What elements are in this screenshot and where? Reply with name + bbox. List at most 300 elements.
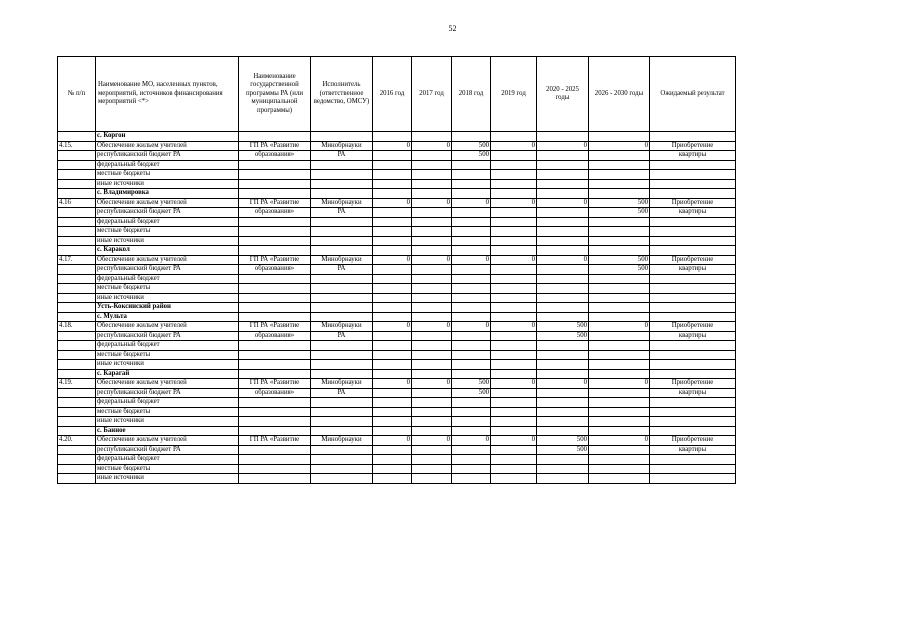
value-cell xyxy=(373,407,412,417)
value-cell xyxy=(412,274,452,284)
row-num-cell xyxy=(58,303,96,313)
funding-source-name: местные бюджеты xyxy=(96,170,239,180)
value-cell xyxy=(491,341,537,351)
value-cell xyxy=(537,407,589,417)
value-cell xyxy=(373,151,412,161)
result-cell xyxy=(650,455,736,465)
value-cell xyxy=(373,236,412,246)
funding-source-row xyxy=(58,341,736,351)
row-num-cell xyxy=(58,369,96,379)
program-cell xyxy=(239,350,311,360)
value-cell xyxy=(589,217,650,227)
program-cell xyxy=(239,445,311,455)
row-num-cell: 4.18. xyxy=(58,322,96,332)
value-cell xyxy=(537,265,589,275)
col-2016-header: 2016 год xyxy=(373,57,412,132)
value-cell xyxy=(373,474,412,484)
value-cell xyxy=(589,388,650,398)
funding-source-name: местные бюджеты xyxy=(96,284,239,294)
value-cell xyxy=(412,445,452,455)
funding-source-row xyxy=(58,350,736,360)
value-cell xyxy=(373,369,412,379)
table-body xyxy=(58,132,736,484)
value-cell xyxy=(452,236,491,246)
program-cell: ГП РА «Развитие xyxy=(239,141,311,151)
executor-cell xyxy=(311,398,373,408)
program-cell xyxy=(239,236,311,246)
value-cell xyxy=(452,417,491,427)
page-number: 52 xyxy=(448,24,457,33)
value-cell xyxy=(589,293,650,303)
funding-source-name: республиканский бюджет РА xyxy=(96,331,239,341)
section-label: с. Мульта xyxy=(96,312,239,322)
value-cell xyxy=(537,227,589,237)
funding-source-row xyxy=(58,151,736,161)
funding-source-name: иные источники xyxy=(96,179,239,189)
executor-cell xyxy=(311,170,373,180)
value-cell xyxy=(537,388,589,398)
value-cell: 0 xyxy=(412,379,452,389)
value-cell xyxy=(589,303,650,313)
value-cell xyxy=(537,474,589,484)
value-cell: 500 xyxy=(589,208,650,218)
executor-cell: РА xyxy=(311,151,373,161)
value-cell: 0 xyxy=(491,379,537,389)
funding-source-name: республиканский бюджет РА xyxy=(96,388,239,398)
value-cell xyxy=(412,398,452,408)
executor-cell xyxy=(311,227,373,237)
section-row xyxy=(58,369,736,379)
value-cell xyxy=(373,455,412,465)
value-cell xyxy=(491,417,537,427)
value-cell xyxy=(537,284,589,294)
measure-row xyxy=(58,141,736,151)
value-cell xyxy=(373,227,412,237)
value-cell xyxy=(373,293,412,303)
program-cell xyxy=(239,455,311,465)
value-cell xyxy=(452,360,491,370)
result-cell xyxy=(650,170,736,180)
value-cell xyxy=(537,360,589,370)
executor-cell: Минобрнауки xyxy=(311,141,373,151)
value-cell xyxy=(452,398,491,408)
value-cell: 0 xyxy=(589,322,650,332)
program-cell xyxy=(239,303,311,313)
value-cell xyxy=(373,265,412,275)
program-cell: образования» xyxy=(239,265,311,275)
result-cell xyxy=(650,426,736,436)
row-num-cell xyxy=(58,274,96,284)
value-cell: 0 xyxy=(373,436,412,446)
value-cell xyxy=(452,189,491,199)
value-cell xyxy=(452,227,491,237)
value-cell xyxy=(537,464,589,474)
value-cell xyxy=(589,455,650,465)
measure-row xyxy=(58,322,736,332)
value-cell xyxy=(412,293,452,303)
program-cell xyxy=(239,246,311,256)
value-cell xyxy=(373,208,412,218)
program-cell xyxy=(239,341,311,351)
program-cell xyxy=(239,170,311,180)
measure-name: Обеспечение жильем учителей xyxy=(96,141,239,151)
result-cell xyxy=(650,360,736,370)
col-executor-header: Исполнитель (ответственное ведомство, ОМСУ) xyxy=(311,57,373,132)
value-cell xyxy=(537,132,589,142)
row-num-cell xyxy=(58,455,96,465)
value-cell: 500 xyxy=(452,141,491,151)
result-cell: квартиры xyxy=(650,445,736,455)
funding-source-name: местные бюджеты xyxy=(96,464,239,474)
funding-source-row xyxy=(58,407,736,417)
value-cell xyxy=(537,208,589,218)
value-cell xyxy=(491,407,537,417)
funding-source-name: федеральный бюджет xyxy=(96,217,239,227)
result-cell xyxy=(650,303,736,313)
value-cell xyxy=(412,455,452,465)
value-cell xyxy=(589,474,650,484)
value-cell: 0 xyxy=(412,436,452,446)
value-cell xyxy=(452,312,491,322)
executor-cell xyxy=(311,464,373,474)
value-cell: 0 xyxy=(491,255,537,265)
executor-cell: Минобрнауки xyxy=(311,255,373,265)
value-cell: 0 xyxy=(412,198,452,208)
value-cell xyxy=(537,455,589,465)
value-cell xyxy=(452,331,491,341)
result-cell xyxy=(650,284,736,294)
value-cell xyxy=(491,151,537,161)
value-cell xyxy=(589,160,650,170)
section-row xyxy=(58,312,736,322)
value-cell xyxy=(491,132,537,142)
result-cell xyxy=(650,417,736,427)
row-num-cell xyxy=(58,246,96,256)
value-cell xyxy=(373,417,412,427)
funding-source-row xyxy=(58,417,736,427)
value-cell xyxy=(452,303,491,313)
value-cell xyxy=(452,132,491,142)
row-num-cell xyxy=(58,217,96,227)
value-cell xyxy=(537,312,589,322)
executor-cell xyxy=(311,455,373,465)
value-cell xyxy=(537,246,589,256)
program-cell: ГП РА «Развитие xyxy=(239,255,311,265)
value-cell xyxy=(589,426,650,436)
funding-source-row xyxy=(58,464,736,474)
value-cell xyxy=(491,426,537,436)
executor-cell: Минобрнауки xyxy=(311,379,373,389)
value-cell: 500 xyxy=(537,436,589,446)
row-num-cell xyxy=(58,426,96,436)
result-cell xyxy=(650,132,736,142)
result-cell xyxy=(650,474,736,484)
value-cell xyxy=(412,160,452,170)
value-cell xyxy=(452,160,491,170)
row-num-cell xyxy=(58,151,96,161)
value-cell xyxy=(589,369,650,379)
row-num-cell xyxy=(58,236,96,246)
value-cell xyxy=(373,350,412,360)
value-cell xyxy=(412,426,452,436)
value-cell: 0 xyxy=(452,322,491,332)
funding-source-name: иные источники xyxy=(96,360,239,370)
program-cell xyxy=(239,360,311,370)
value-cell: 0 xyxy=(537,198,589,208)
section-row xyxy=(58,189,736,199)
value-cell xyxy=(452,455,491,465)
measure-row xyxy=(58,379,736,389)
result-cell xyxy=(650,227,736,237)
value-cell: 500 xyxy=(452,151,491,161)
executor-cell xyxy=(311,246,373,256)
executor-cell xyxy=(311,179,373,189)
executor-cell: РА xyxy=(311,265,373,275)
value-cell: 0 xyxy=(412,255,452,265)
row-num-cell xyxy=(58,388,96,398)
result-cell xyxy=(650,312,736,322)
value-cell xyxy=(452,407,491,417)
value-cell xyxy=(412,388,452,398)
program-cell xyxy=(239,464,311,474)
value-cell: 500 xyxy=(589,255,650,265)
value-cell xyxy=(589,407,650,417)
value-cell: 0 xyxy=(491,322,537,332)
col-2017-header: 2017 год xyxy=(412,57,452,132)
value-cell xyxy=(412,170,452,180)
value-cell xyxy=(452,474,491,484)
value-cell xyxy=(589,341,650,351)
value-cell xyxy=(491,284,537,294)
value-cell xyxy=(589,151,650,161)
program-cell: ГП РА «Развитие xyxy=(239,198,311,208)
funding-source-row xyxy=(58,388,736,398)
row-num-cell xyxy=(58,445,96,455)
row-num-cell xyxy=(58,341,96,351)
result-cell: Приобретение xyxy=(650,436,736,446)
funding-source-row xyxy=(58,474,736,484)
funding-source-row xyxy=(58,293,736,303)
program-cell xyxy=(239,284,311,294)
value-cell xyxy=(537,398,589,408)
value-cell xyxy=(491,445,537,455)
funding-source-name: федеральный бюджет xyxy=(96,341,239,351)
table-header xyxy=(58,57,736,132)
value-cell xyxy=(373,445,412,455)
result-cell: квартиры xyxy=(650,331,736,341)
value-cell xyxy=(589,236,650,246)
result-cell xyxy=(650,350,736,360)
executor-cell xyxy=(311,303,373,313)
value-cell xyxy=(412,350,452,360)
value-cell xyxy=(589,331,650,341)
value-cell xyxy=(412,369,452,379)
value-cell xyxy=(412,246,452,256)
value-cell xyxy=(412,312,452,322)
value-cell xyxy=(491,350,537,360)
executor-cell xyxy=(311,407,373,417)
value-cell xyxy=(373,217,412,227)
funding-source-name: иные источники xyxy=(96,236,239,246)
program-cell: образования» xyxy=(239,208,311,218)
value-cell: 0 xyxy=(491,141,537,151)
value-cell xyxy=(452,464,491,474)
value-cell xyxy=(537,189,589,199)
value-cell: 0 xyxy=(589,436,650,446)
value-cell xyxy=(373,464,412,474)
funding-source-name: республиканский бюджет РА xyxy=(96,151,239,161)
value-cell xyxy=(537,170,589,180)
value-cell xyxy=(412,474,452,484)
funding-table xyxy=(57,56,736,484)
row-num-cell: 4.16 xyxy=(58,198,96,208)
executor-cell xyxy=(311,132,373,142)
value-cell xyxy=(537,217,589,227)
program-cell xyxy=(239,407,311,417)
executor-cell: РА xyxy=(311,331,373,341)
value-cell xyxy=(589,350,650,360)
value-cell xyxy=(491,312,537,322)
value-cell xyxy=(491,208,537,218)
result-cell xyxy=(650,369,736,379)
value-cell xyxy=(373,189,412,199)
row-num-cell xyxy=(58,312,96,322)
program-cell xyxy=(239,189,311,199)
value-cell xyxy=(452,274,491,284)
program-cell: ГП РА «Развитие xyxy=(239,379,311,389)
section-label: Усть-Коксинский район xyxy=(96,303,239,313)
value-cell xyxy=(589,360,650,370)
executor-cell xyxy=(311,236,373,246)
value-cell xyxy=(491,217,537,227)
value-cell xyxy=(589,312,650,322)
value-cell xyxy=(412,217,452,227)
funding-source-row xyxy=(58,170,736,180)
result-cell xyxy=(650,246,736,256)
row-num-cell xyxy=(58,331,96,341)
value-cell xyxy=(373,303,412,313)
section-label: с. Карагай xyxy=(96,369,239,379)
row-num-cell xyxy=(58,284,96,294)
row-num-cell xyxy=(58,132,96,142)
funding-source-row xyxy=(58,331,736,341)
value-cell xyxy=(537,426,589,436)
value-cell: 500 xyxy=(537,445,589,455)
value-cell xyxy=(373,132,412,142)
value-cell xyxy=(373,398,412,408)
value-cell xyxy=(373,388,412,398)
value-cell: 0 xyxy=(491,198,537,208)
value-cell xyxy=(412,179,452,189)
value-cell xyxy=(537,160,589,170)
funding-source-row xyxy=(58,208,736,218)
value-cell xyxy=(589,179,650,189)
executor-cell xyxy=(311,369,373,379)
value-cell xyxy=(491,160,537,170)
executor-cell xyxy=(311,284,373,294)
value-cell xyxy=(589,398,650,408)
value-cell xyxy=(491,293,537,303)
value-cell xyxy=(589,284,650,294)
row-num-cell xyxy=(58,350,96,360)
program-cell xyxy=(239,474,311,484)
value-cell xyxy=(452,284,491,294)
program-cell xyxy=(239,217,311,227)
value-cell xyxy=(491,179,537,189)
result-cell xyxy=(650,274,736,284)
value-cell xyxy=(373,331,412,341)
value-cell: 500 xyxy=(589,198,650,208)
row-num-cell xyxy=(58,227,96,237)
value-cell xyxy=(373,179,412,189)
row-num-cell xyxy=(58,208,96,218)
funding-source-name: местные бюджеты xyxy=(96,350,239,360)
measure-name: Обеспечение жильем учителей xyxy=(96,436,239,446)
row-num-cell xyxy=(58,170,96,180)
value-cell: 500 xyxy=(452,379,491,389)
value-cell xyxy=(373,360,412,370)
value-cell xyxy=(412,236,452,246)
row-num-cell xyxy=(58,293,96,303)
funding-source-name: федеральный бюджет xyxy=(96,398,239,408)
result-cell: Приобретение xyxy=(650,141,736,151)
value-cell xyxy=(491,303,537,313)
measure-name: Обеспечение жильем учителей xyxy=(96,379,239,389)
executor-cell: Минобрнауки xyxy=(311,436,373,446)
value-cell xyxy=(412,208,452,218)
funding-source-row xyxy=(58,179,736,189)
col-2019-header: 2019 год xyxy=(491,57,537,132)
section-label: с. Владимировка xyxy=(96,189,239,199)
row-num-cell xyxy=(58,398,96,408)
col-program-header: Наименование государственной программы РА (или муниципальной программы) xyxy=(239,57,311,132)
value-cell: 0 xyxy=(452,255,491,265)
measure-row xyxy=(58,198,736,208)
funding-source-name: иные источники xyxy=(96,417,239,427)
row-num-cell xyxy=(58,474,96,484)
value-cell: 0 xyxy=(589,141,650,151)
funding-source-name: иные источники xyxy=(96,474,239,484)
funding-source-row xyxy=(58,284,736,294)
value-cell xyxy=(537,417,589,427)
row-num-cell xyxy=(58,417,96,427)
funding-source-row xyxy=(58,227,736,237)
funding-source-name: республиканский бюджет РА xyxy=(96,445,239,455)
value-cell: 0 xyxy=(537,141,589,151)
value-cell xyxy=(491,274,537,284)
value-cell xyxy=(589,274,650,284)
value-cell xyxy=(452,341,491,351)
funding-source-name: федеральный бюджет xyxy=(96,274,239,284)
value-cell xyxy=(491,331,537,341)
row-num-cell: 4.17. xyxy=(58,255,96,265)
value-cell xyxy=(452,217,491,227)
value-cell xyxy=(589,170,650,180)
section-row xyxy=(58,303,736,313)
value-cell xyxy=(537,369,589,379)
result-cell: Приобретение xyxy=(650,322,736,332)
value-cell: 0 xyxy=(452,436,491,446)
value-cell xyxy=(589,132,650,142)
row-num-cell: 4.19. xyxy=(58,379,96,389)
value-cell: 0 xyxy=(373,198,412,208)
program-cell xyxy=(239,312,311,322)
result-cell xyxy=(650,217,736,227)
value-cell xyxy=(373,170,412,180)
funding-source-name: местные бюджеты xyxy=(96,227,239,237)
funding-source-name: республиканский бюджет РА xyxy=(96,265,239,275)
value-cell xyxy=(452,369,491,379)
